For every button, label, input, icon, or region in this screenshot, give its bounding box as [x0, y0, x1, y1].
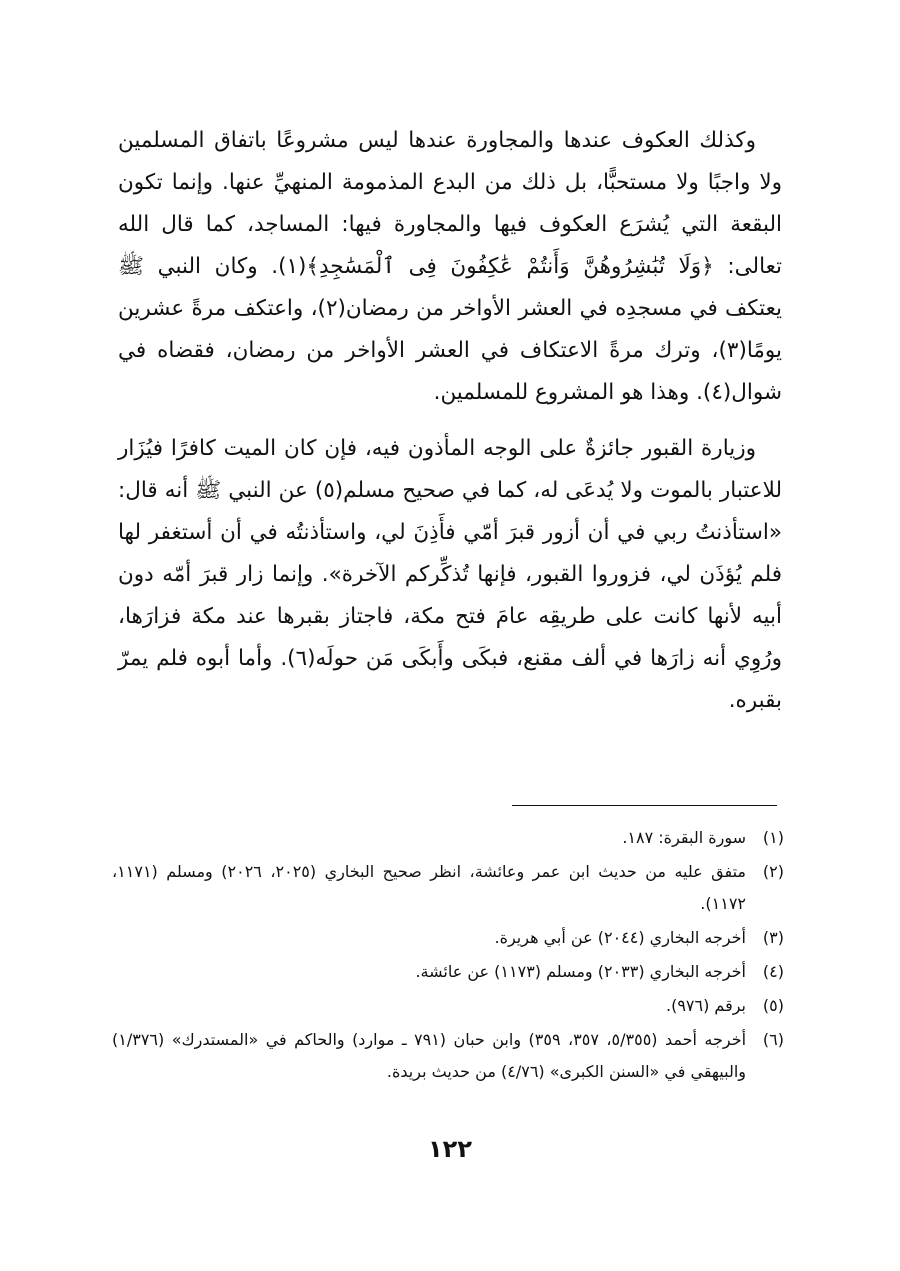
footnote-text: أخرجه البخاري (٢٠٤٤) عن أبي هريرة.: [494, 928, 746, 947]
footnote-text: أخرجه أحمد (٥/٣٥٥، ٣٥٧، ٣٥٩) وابن حبان (٧٩١ ـ موارد) والحاكم في «المستدرك» (١/٣٧٦) والبيهقي في «السنن الكبرى» (٤/٧٦) من حديث بريدة.: [112, 1030, 747, 1081]
footnote-number: (٢): [762, 862, 784, 881]
footnote-item: [112, 856, 784, 920]
footnote-text: متفق عليه من حديث ابن عمر وعائشة، انظر صحيح البخاري (٢٠٢٥، ٢٠٢٦) ومسلم (١١٧١، ١١٧٢).: [112, 862, 747, 913]
footnote-item: [112, 956, 784, 988]
footnote-text: أخرجه البخاري (٢٠٣٣) ومسلم (١١٧٣) عن عائشة.: [415, 962, 746, 981]
footnote-number: (٣): [762, 928, 784, 947]
footnotes-list: [112, 822, 784, 1090]
page-number: ١٢٢: [428, 1135, 472, 1163]
footnote-number: (٤): [762, 962, 784, 981]
footnote-separator: [512, 805, 777, 806]
footnote-item: [112, 822, 784, 854]
footnote-text: سورة البقرة: ١٨٧.: [622, 828, 746, 847]
paragraph-itikaf: وكذلك العكوف عندها والمجاورة عندها ليس مشروعًا باتفاق المسلمين ولا واجبًا ولا مستحبًّا، بل ذلك من البدع المذمومة المنهيِّ عنها. وإنما تكون البقعة التي يُشرَع العكوف فيها والمجاورة فيها: المساجد، كما قال الله تعالى: ﴿وَلَا تُبَٰشِرُوهُنَّ وَأَنتُمْ عَٰكِفُونَ فِى ٱلْمَسَٰجِدِ﴾(١). وكان النبي ﷺ يعتكف في مسجدِه في العشر الأواخر من رمضان(٢)، واعتكف مرةً عشرين يومًا(٣)، وترك مرةً الاعتكاف في العشر الأواخر من رمضان، فقضاه في شوال(٤). وهذا هو المشروع للمسلمين.: [118, 128, 783, 405]
footnote-item: [112, 1024, 784, 1088]
footnote-number: (٦): [762, 1030, 784, 1049]
footnote-item: [112, 990, 784, 1022]
footnote-item: [112, 922, 784, 954]
main-text: [118, 120, 782, 722]
footnote-number: (١): [762, 828, 784, 847]
paragraph-grave-visiting: وزيارة القبور جائزةٌ على الوجه المأذون فيه، فإن كان الميت كافرًا فيُزَار للاعتبار بالموت ولا يُدعَى له، كما في صحيح مسلم(٥) عن النبي ﷺ أنه قال: «استأذنتُ ربي في أن أزور قبرَ أمّي فأَذِنَ لي، واستأذنتُه في أن أستغفر لها فلم يُؤذَن لي، فزوروا القبور، فإنها تُذكِّركم الآخرة». وإنما زار قبرَ أمّه دون أبيه لأنها كانت على طريقِه عامَ فتح مكة، فاجتاز بقبرها عند مكة فزارَها، ورُوِي أنه زارَها في ألف مقنع، فبكَى وأَبكَى مَن حولَه(٦). وأما أبوه فلم يمرّ بقبره.: [118, 436, 782, 713]
footnote-text: برقم (٩٧٦).: [665, 996, 746, 1015]
footnote-number: (٥): [762, 996, 784, 1015]
